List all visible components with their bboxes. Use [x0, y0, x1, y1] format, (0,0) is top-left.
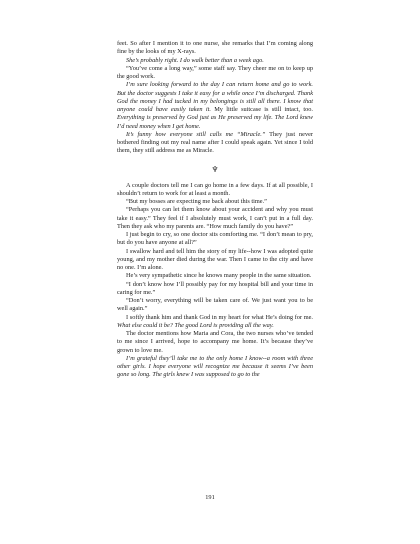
- text-run: “Don’t worry, everything will be taken care of. We just want you to be well again.”: [117, 297, 313, 313]
- text-run: feet. So after I mention it to one nurse, she remarks that I’m coming along fine by the looks of my X-rays.: [117, 40, 313, 56]
- paragraph: [117, 297, 313, 314]
- text-run: “Perhaps you can let them know about your accident and why you must take it easy.” They feel if I absolutely must work, I can’t put in a full day. Then they ask who my parents are. “How much family do you have?”: [117, 206, 313, 230]
- paragraph: [117, 330, 313, 355]
- paragraph: [117, 281, 313, 298]
- text-run: My little suitcase is still intact, too.: [210, 106, 314, 113]
- italic-thought-text: I’m grateful they’ll take me to the only home I know--a room with three other girls. I hope everyone will recognize me because it seems I’ve been gone so long. The girls knew I was supposed to go to the: [117, 354, 313, 379]
- text-run: The doctor mentions how Maria and Cora, the two nurses who’ve tended to me since I arrived, hope to accompany me home. It’s because they’ve grown to love me.: [117, 330, 313, 354]
- paragraph: [117, 198, 313, 206]
- italic-thought-text: She’s probably right. I do walk better than a week ago.: [126, 56, 264, 64]
- text-run: I swallow hard and tell him the story of my life--how I was adopted quite young, and my mother died during the war. Then I came to the city and have no one. I’m alone.: [117, 247, 313, 271]
- paragraph: [117, 314, 313, 331]
- paragraph: [117, 40, 313, 57]
- text-run: “You’ve come a long way,” some staff say. They cheer me on to keep up the good work.: [117, 64, 313, 80]
- paragraph: [117, 57, 313, 65]
- paragraph: [117, 81, 313, 131]
- page-number: 191: [205, 494, 215, 501]
- text-run: “But my bosses are expecting me back about this time.”: [126, 198, 267, 205]
- italic-thought-text: I’m sure looking forward to the day I can return home and go to work. But the doctor suggests I take it easy for a while once I’m discharged. Thank God the money I had tucked in my belongings is still all there. I know that anyone could have easily taken it.: [117, 81, 313, 113]
- text-run: “I don’t know how I’ll possibly pay for my hospital bill and your time in caring for me.”: [117, 280, 313, 296]
- body-text: [117, 40, 313, 380]
- text-run: He’s very sympathetic since he knows many people in the same situation.: [126, 272, 312, 280]
- italic-thought-text: What else could it be? The good Lord is providing all the way.: [117, 321, 274, 329]
- text-run: I just begin to cry, so one doctor sits comforting me. “I don’t mean to pry, but do you have anyone at all?”: [117, 231, 313, 247]
- section-break-ornament: ♆: [211, 164, 219, 174]
- text-run: They just never bothered finding out my real name after I could speak again. Yet since I told them, they still address me as Miracle.: [117, 130, 313, 155]
- italic-thought-text: Everything is preserved by God just as He preserved my life. The Lord knew I’d need money when I get home.: [117, 114, 313, 130]
- paragraph: [117, 272, 313, 280]
- paragraph: [117, 131, 313, 156]
- paragraph: [117, 65, 313, 82]
- paragraph: [117, 231, 313, 248]
- paragraph: [117, 182, 313, 199]
- italic-thought-text: It’s funny how everyone still calls me “Miracle.”: [126, 130, 266, 138]
- text-run: I softly thank him and thank God in my heart for what He’s doing for me.: [126, 313, 313, 321]
- paragraph: [117, 355, 313, 380]
- paragraph: [117, 248, 313, 273]
- text-run: A couple doctors tell me I can go home in a few days. If at all possible, I shouldn’t return to work for at least a month.: [117, 181, 313, 197]
- paragraph: [117, 206, 313, 231]
